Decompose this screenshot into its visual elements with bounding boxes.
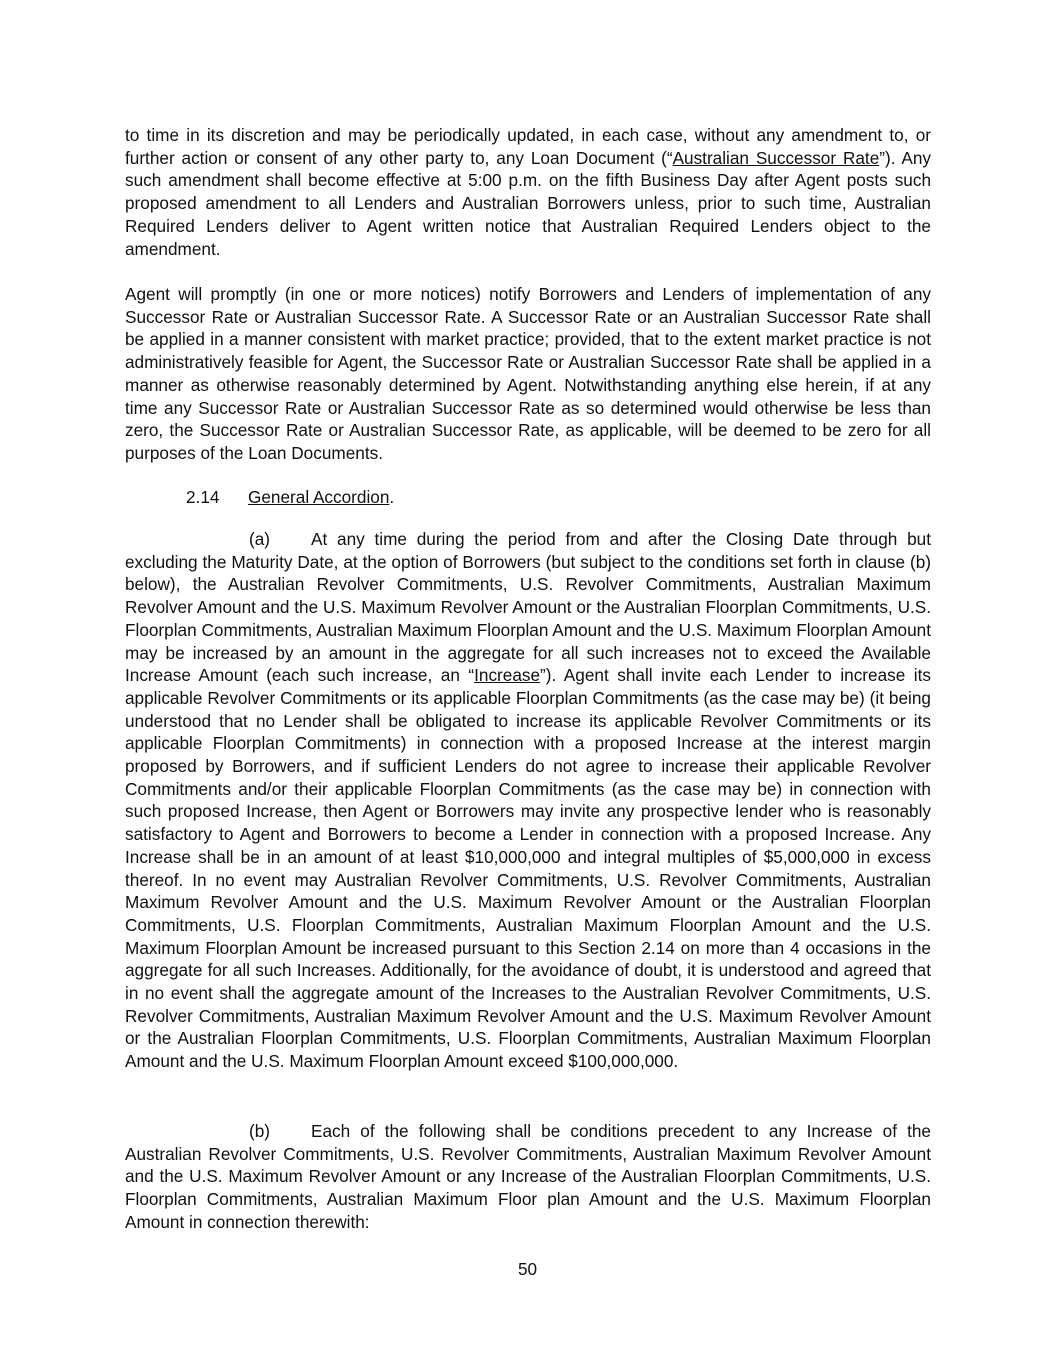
paragraph-clause-a — [125, 528, 931, 1073]
section-title: General Accordion — [248, 487, 390, 507]
clause-b-label: (b) — [249, 1121, 271, 1141]
p1-text-before: to time in its discretion and may be periodically updated, in each case, without any amendment to, or further action or consent of any other party to, any Loan Document (“ — [125, 125, 931, 168]
p1-text-after: ”). Any such amendment shall become effective at 5:00 p.m. on the fifth Business Day after Agent posts such proposed amendment to all Lenders and Australian Borrowers unless, prior to such time, Australian Required Lenders deliver to Agent written notice that Australian Required Lenders object to the amendment. — [125, 147, 931, 259]
defined-term-increase: Increase — [474, 665, 541, 686]
clause-a-text-before: At any time during the period from and after the Closing Date through but excluding the Maturity Date, at the option of Borrowers (but subject to the conditions set forth in clause (b) below), the Australian Revolver Commitments, U.S. Revolver Commitments, Australian Maximum Revolver Amount and the U.S. Maximum Revolver Amount or the Australian Floorplan Commitments, U.S. Floorplan Commitments, Australian Maximum Floorplan Amount and the U.S. Maximum Floorplan Amount may be increased by an amount in the aggregate for all such increases not to exceed the Available Increase Amount (each such increase, an “ — [125, 529, 931, 686]
clause-b-text: Each of the following shall be conditions precedent to any Increase of the Australian Revolver Commitments, U.S. Revolver Commitments, Australian Maximum Revolver Amount and the U.S. Maximum Revolver Amount or any Increase of the Australian Floorplan Commitments, U.S. Floorplan Commitments, Australian Maximum Floor plan Amount and the U.S. Maximum Floorplan Amount in connection therewith: — [125, 1121, 931, 1232]
paragraph-clause-b — [125, 1120, 931, 1234]
section-heading — [186, 486, 394, 509]
clause-a-text-after: ”). Agent shall invite each Lender to increase its applicable Revolver Commitments or its applicable Floorplan Commitments (as the case may be) (it being understood that no Lender shall be obligated to increase its applicable Revolver Commitments or its applicable Floorplan Commitments) in connection with a proposed Increase at the interest margin proposed by Borrowers, and if sufficient Lenders do not agree to increase their applicable Revolver Commitments and/or their applicable Floorplan Commitments (as the case may be) in connection with such proposed Increase, then Agent or Borrowers may invite any prospective lender who is reasonably satisfactory to Agent and Borrowers to become a Lender in connection with a proposed Increase. Any Increase shall be in an amount of at least $10,000,000 and integral multiples of $5,000,000 in excess thereof. In no event may Australian Revolver Commitments, U.S. Revolver Commitments, Australian Maximum Revolver Amount and the U.S. Maximum Revolver Amount or the Australian Floorplan Commitments, U.S. Floorplan Commitments, Australian Maximum Floorplan Amount and the U.S. Maximum Floorplan Amount be increased pursuant to this Section 2.14 on more than 4 occasions in the aggregate for all such Increases. Additionally, for the avoidance of doubt, it is understood and agreed that in no event shall the aggregate amount of the Increases to the Australian Revolver Commitments, U.S. Revolver Commitments, Australian Maximum Revolver Amount and the U.S. Maximum Revolver Amount or the Australian Floorplan Commitments, U.S. Floorplan Commitments, Australian Maximum Floorplan Amount and the U.S. Maximum Floorplan Amount exceed $100,000,000. — [125, 665, 931, 1072]
paragraph-successor-rate-implementation: Agent will promptly (in one or more notices) notify Borrowers and Lenders of implementation of any Successor Rate or Australian Successor Rate. A Successor Rate or an Australian Successor Rate shall be applied in a manner consistent with market practice; provided, that to the extent market practice is not administratively feasible for Agent, the Successor Rate or Australian Successor Rate shall be applied in a manner as otherwise reasonably determined by Agent. Notwithstanding anything else herein, if at any time any Successor Rate or Australian Successor Rate as so determined would otherwise be less than zero, the Successor Rate or Australian Successor Rate, as applicable, will be deemed to be zero for all purposes of the Loan Documents. — [125, 284, 931, 463]
clause-a-label: (a) — [249, 529, 271, 549]
page-number: 50 — [517, 1259, 538, 1279]
defined-term-australian-successor-rate: Australian Successor Rate — [672, 147, 880, 168]
section-number: 2.14 — [186, 487, 220, 507]
section-title-period: . — [389, 487, 395, 507]
paragraph-successor-rate-amendment — [125, 124, 931, 260]
